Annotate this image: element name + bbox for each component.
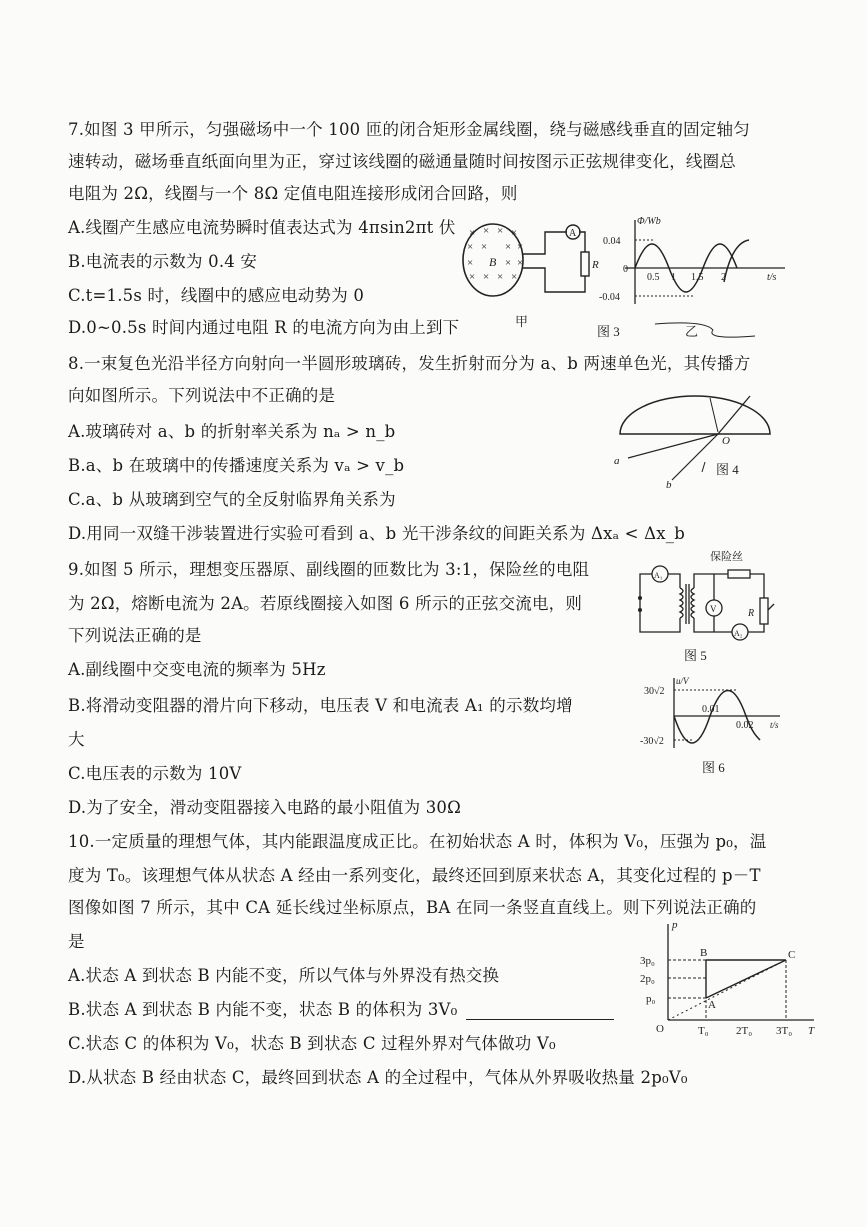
fuse-label: 保险丝 (710, 551, 743, 563)
svg-text:×: × (497, 271, 504, 283)
q8-option-d: D.用同一双缝干涉装置进行实验可看到 a、b 光干涉条纹的间距关系为 Δxₐ < Δx_b (68, 524, 685, 543)
ray-b (672, 434, 718, 480)
svg-text:×: × (481, 241, 488, 253)
figure-3-coil-circuit (455, 214, 610, 334)
q10-option-c: C.状态 C 的体积为 V₀，状态 B 到状态 C 过程外界对气体做功 V₀ (68, 1034, 556, 1053)
fig3-caption: 图 3 (597, 324, 620, 339)
svg-text:×: × (467, 241, 474, 253)
fig7-y-label: p (672, 920, 678, 931)
center-label: O (722, 435, 730, 447)
resistor-label: R (592, 259, 599, 271)
figure-3-flux-graph (595, 212, 800, 342)
q10-option-a: A.状态 A 到状态 B 内能不变，所以气体与外界没有热交换 (68, 966, 500, 985)
fig7-ytick: 2p₀ (640, 973, 655, 985)
svg-text:×: × (469, 227, 476, 239)
fig6-caption: 图 6 (702, 760, 725, 775)
q9-option-a: A.副线圈中交变电流的频率为 5Hz (68, 660, 326, 679)
secondary-coil (691, 588, 694, 618)
fig3-origin: 0 (623, 264, 628, 275)
q10-stem-line1: 10.一定质量的理想气体，其内能跟温度成正比。在初始状态 A 时，体积为 V₀，压强为 p₀，温 (68, 832, 767, 851)
q7-option-b: B.电流表的示数为 0.4 安 (68, 252, 258, 271)
fig5-caption: 图 5 (684, 648, 707, 663)
q8-option-b: B.a、b 在玻璃中的传播速度关系为 vₐ > v_b (68, 456, 405, 475)
fig6-y-pos: 30√2 (644, 686, 665, 697)
fig3-xtick: 1.5 (691, 272, 704, 283)
figure-5-transformer-circuit (632, 548, 782, 666)
q7-stem-line1: 7.如图 3 甲所示，匀强磁场中一个 100 匝的闭合矩形金属线圈，绕与磁感线垂直的固定轴匀 (68, 120, 750, 139)
point-c-label: C (788, 949, 796, 961)
q7-option-a: A.线圈产生感应电流势瞬时值表达式为 4πsin2πt 伏 (68, 218, 456, 237)
fig7-xtick: T₀ (698, 1025, 709, 1037)
q7-option-c: C.t=1.5s 时，线圈中的感应电动势为 0 (68, 286, 365, 305)
a1-label: A₁ (654, 571, 663, 580)
fig7-ytick: 3p₀ (640, 955, 655, 967)
q10-option-b: B.状态 A 到状态 B 内能不变，状态 B 的体积为 3V₀ (68, 1000, 458, 1019)
ray-a-label: a (614, 455, 620, 467)
svg-text:×: × (505, 257, 512, 269)
fig6-y-neg: -30√2 (640, 736, 664, 747)
q9-stem-line1: 9.如图 5 所示，理想变压器原、副线圈的匝数比为 3:1，保险丝的电阻 (68, 560, 590, 579)
svg-text:×: × (483, 271, 490, 283)
q7-stem-line2: 速转动，磁场垂直纸面向里为正，穿过该线圈的磁通量随时间按图示正弦规律变化，线圈总 (68, 152, 736, 171)
fuse-icon (728, 570, 750, 578)
voltage-sine-curve (674, 691, 760, 744)
point-a-label: A (708, 999, 716, 1011)
q8-option-c: C.a、b 从玻璃到空气的全反射临界角关系为 (68, 490, 396, 509)
svg-text:×: × (467, 257, 474, 269)
point-b-label: B (700, 947, 708, 959)
q10-option-d: D.从状态 B 经由状态 C，最终回到状态 A 的全过程中，气体从外界吸收热量 2p₀V₀ (68, 1068, 688, 1087)
q9-option-c: C.电压表的示数为 10V (68, 764, 242, 783)
q9-option-d: D.为了安全，滑动变阻器接入电路的最小阻值为 30Ω (68, 798, 462, 817)
q10-stem-line4: 是 (68, 932, 85, 951)
fig4-caption: 图 4 (716, 462, 739, 477)
fig7-xtick: 2T₀ (736, 1025, 753, 1037)
svg-text:×: × (483, 225, 490, 237)
fig3-xtick: 1 (671, 272, 676, 283)
fig3-xtick: 2 (721, 272, 726, 283)
fig6-y-label: u/V (676, 676, 689, 686)
fig7-origin: O (656, 1023, 664, 1035)
r-label: R (748, 608, 755, 619)
q8-stem-line2: 向如图所示。下列说法中不正确的是 (68, 386, 336, 405)
fig6-xtick: 0.01 (702, 704, 720, 715)
fig3-y-label: Φ/Wb (637, 216, 661, 227)
q7-stem-line3: 电阻为 2Ω，线圈与一个 8Ω 定值电阻连接形成闭合回路，则 (68, 184, 518, 203)
q8-option-a: A.玻璃砖对 a、b 的折射率关系为 nₐ > n_b (68, 422, 396, 441)
rheostat-icon (760, 598, 768, 624)
field-label: B (489, 255, 497, 269)
svg-text:×: × (497, 225, 504, 237)
ray-b-label: b (666, 479, 672, 491)
svg-text:×: × (517, 241, 524, 253)
fig7-ytick: p₀ (646, 993, 656, 1005)
line-CA (706, 960, 786, 998)
q9-option-b-line2: 大 (68, 730, 85, 749)
q9-stem-line2: 为 2Ω，熔断电流为 2A。若原线圈接入如图 6 所示的正弦交流电，则 (68, 594, 583, 613)
fig7-x-label: T (808, 1025, 815, 1037)
q10-stem-line2: 度为 T₀。该理想气体从状态 A 经由一系列变化，最终还回到原来状态 A，其变化过程的 p－T (68, 866, 761, 885)
q7-option-d: D.0~0.5s 时间内通过电阻 R 的电流方向为由上到下 (68, 318, 460, 337)
q10-stem-line3: 图像如图 7 所示，其中 CA 延长线过坐标原点，BA 在同一条竖直直线上。则下列说法正确的 (68, 898, 757, 917)
fig7-xtick: 3T₀ (776, 1025, 793, 1037)
resistor-icon (581, 252, 589, 276)
fig3-left-label: 甲 (515, 314, 529, 329)
fig6-xtick: 0.02 (736, 720, 754, 731)
fig3-right-label: 乙 (685, 324, 699, 339)
fig3-x-label: t/s (767, 272, 777, 283)
field-cross-marks (467, 225, 523, 283)
svg-text:×: × (517, 257, 524, 269)
svg-text:×: × (511, 227, 518, 239)
q9-stem-line3: 下列说法正确的是 (68, 626, 202, 645)
a2-label: A₂ (734, 629, 743, 638)
figure-7-pT-graph (636, 920, 821, 1038)
primary-coil (680, 588, 683, 618)
q8-stem-line1: 8.一束复色光沿半径方向射向一半圆形玻璃砖，发生折射而分为 a、b 两速单色光，其传播方 (68, 354, 751, 373)
q9-option-b-line1: B.将滑动变阻器的滑片向下移动，电压表 V 和电流表 A₁ 的示数均增 (68, 696, 573, 715)
v-label: V (710, 604, 717, 614)
ray-a (628, 434, 718, 458)
fig6-x-label: t/s (770, 720, 779, 730)
ammeter-label: A (569, 228, 577, 239)
fig3-y-pos: 0.04 (603, 236, 621, 247)
answer-underline (466, 1019, 614, 1020)
fig3-xtick: 0.5 (647, 272, 660, 283)
svg-text:×: × (511, 271, 518, 283)
figure-4-semicircle-glass (610, 392, 780, 492)
figure-6-voltage-graph (640, 676, 795, 776)
svg-text:×: × (469, 271, 476, 283)
svg-text:×: × (505, 241, 512, 253)
fig3-y-neg: -0.04 (599, 292, 620, 303)
